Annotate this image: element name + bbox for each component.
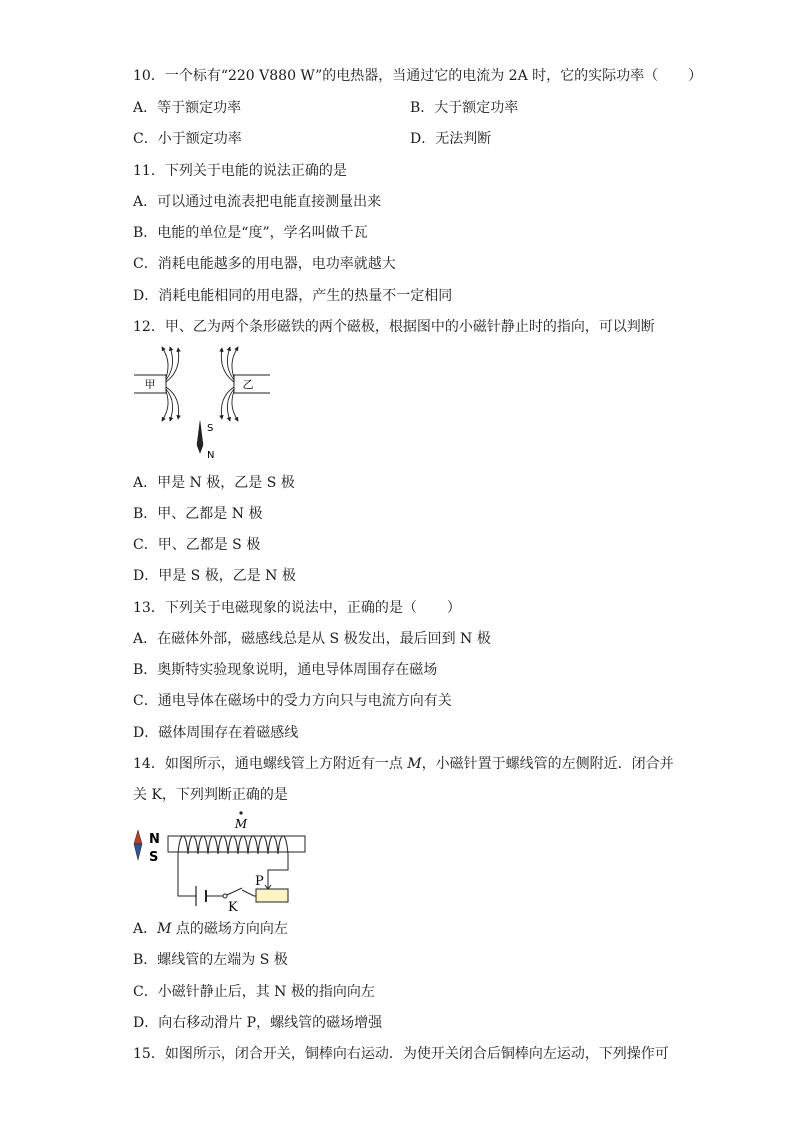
q11-stem: 11．下列关于电能的说法正确的是: [133, 163, 347, 179]
needle-s-label: S: [207, 423, 214, 434]
needle-n-label: N: [207, 450, 215, 461]
label-yi: 乙: [242, 378, 254, 391]
q12-option-a: A．甲是 N 极，乙是 S 极: [133, 475, 295, 491]
q12-stem: 12．甲、乙为两个条形磁铁的两个磁极，根据图中的小磁针静止时的指向，可以判断: [133, 319, 655, 335]
q11-option-d: D．消耗电能相同的用电器，产生的热量不一定相同: [133, 288, 453, 304]
q14-option-b: B．螺线管的左端为 S 极: [133, 952, 288, 968]
field-lines-left: [162, 347, 179, 421]
needle-s-label: S: [149, 850, 159, 865]
switch-blade: [227, 888, 242, 895]
q10-stem: 10．一个标有“220 V880 W”的电热器，当通过它的电流为 2A 时，它的实际功率（ ）: [133, 68, 703, 84]
q11-option-c: C．消耗电能越多的用电器，电功率就越大: [133, 256, 396, 272]
q12-option-d: D．甲是 S 极，乙是 N 极: [133, 568, 296, 584]
q13-option-b: B．奥斯特实验现象说明，通电导体周围存在磁场: [133, 662, 438, 678]
q10-option-b: B．大于额定功率: [410, 100, 519, 116]
q14-stem-line2: 关 K，下列判断正确的是: [133, 787, 288, 803]
q10-option-a: A．等于额定功率: [133, 100, 242, 116]
q11-option-b: B．电能的单位是“度”，学名叫做千瓦: [133, 225, 368, 241]
q15-stem: 15．如图所示，闭合开关，铜棒向右运动．为使开关闭合后铜棒向左运动，下列操作可: [133, 1046, 669, 1062]
q14-option-c: C．小磁针静止后，其 N 极的指向向左: [133, 984, 375, 1000]
q12-magnet-figure: [130, 345, 275, 460]
q13-stem: 13．下列关于电磁现象的说法中，正确的是（ ）: [133, 600, 461, 616]
point-m-dot: [239, 811, 242, 814]
switch-pivot: [223, 894, 227, 898]
q13-option-c: C．通电导体在磁场中的受力方向只与电流方向有关: [133, 693, 452, 709]
q14-stem-line1: 14．如图所示，通电螺线管上方附近有一点 M，小磁针置于螺线管的左侧附近．闭合并: [133, 756, 674, 772]
q14-solenoid-figure: [130, 808, 315, 914]
label-jia: 甲: [144, 378, 156, 391]
slider-p-label: P: [255, 874, 264, 889]
compass-s-half: [134, 844, 142, 860]
slider-arrow: [265, 884, 271, 889]
switch-k-label: K: [228, 900, 238, 915]
q13-option-d: D．磁体周围存在着磁感线: [133, 725, 299, 741]
point-m-label: M: [234, 817, 248, 831]
q12-option-b: B．甲、乙都是 N 极: [133, 506, 263, 522]
q12-option-c: C．甲、乙都是 S 极: [133, 537, 261, 553]
compass-n-half: [134, 830, 142, 844]
q10-option-c: C．小于额定功率: [133, 131, 242, 147]
needle-n-label: N: [149, 832, 160, 847]
field-lines-right: [221, 347, 238, 421]
q13-option-a: A．在磁体外部，磁感线总是从 S 极发出，最后回到 N 极: [133, 631, 491, 647]
compass-needle: [197, 421, 203, 453]
q14-option-d: D．向右移动滑片 P，螺线管的磁场增强: [133, 1015, 383, 1031]
rheostat: [256, 889, 288, 902]
q10-option-d: D．无法判断: [410, 131, 492, 147]
q14-option-a: A．M 点的磁场方向向左: [133, 921, 288, 937]
q11-option-a: A．可以通过电流表把电能直接测量出来: [133, 194, 382, 210]
